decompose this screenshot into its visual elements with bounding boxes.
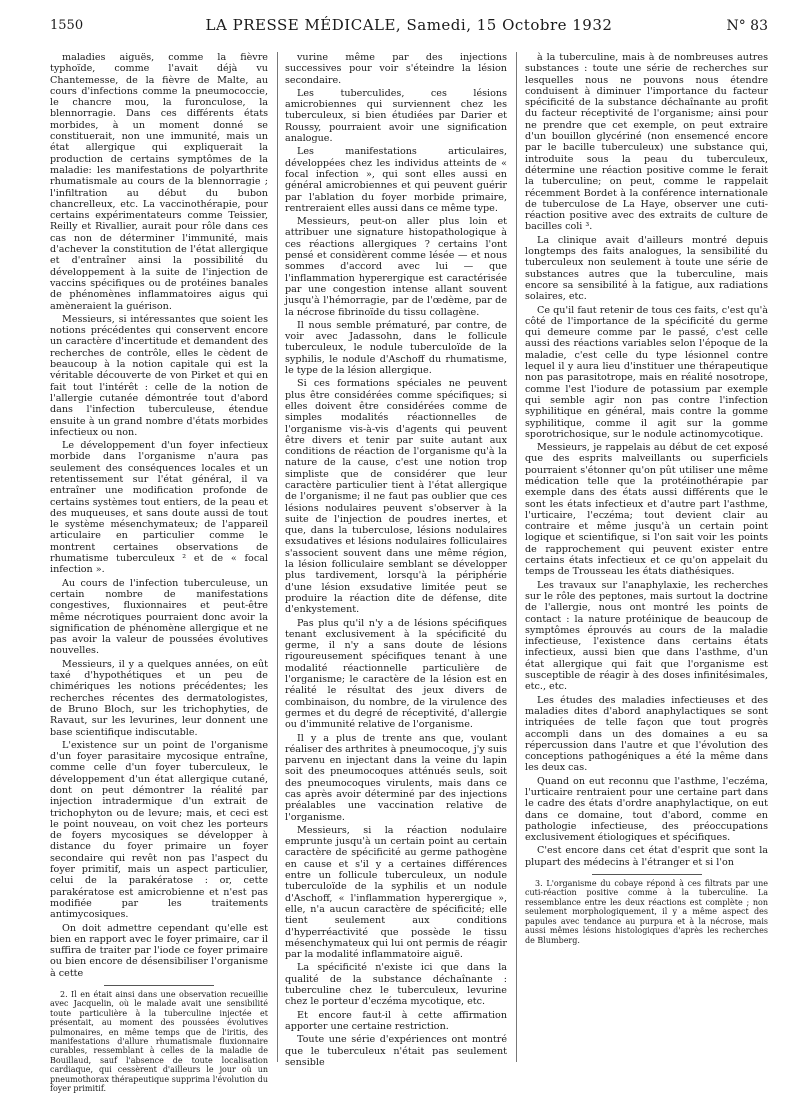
paragraph: Messieurs, peut-on aller plus loin et attribuer une signature histopathologique à ces réactions allergiques ? certains l'ont pensé et considèrent comme lésée — et nous sommes d'accord avec lui — que l'inflammation hyperergique est caractérisée par une congestion intense allant souvent jusqu'à l'hémorragie, par de l'œdème, par de la nécrose fibrinoïde du tissu collagène. [285, 216, 507, 318]
paragraph: vurine même par des injections successives pour voir s'éteindre la lésion secondaire. [285, 52, 507, 86]
paragraph: Messieurs, il y a quelques années, on eût taxé d'hypothétiques et un peu de chimériques les notions précédentes; les recherches récentes des dermatologistes, de Bruno Bloch, sur les trichophyties, de Ravaut, sur les levurines, leur donnent une base scientifique indiscutable. [50, 658, 268, 738]
paragraph: Les manifestations articulaires, développées chez les individus atteints de « focal infection », qui sont elles aussi en général amicrobiennes et qui peuvent guérir par l'ablation du foyer morbide primaire, rentreraient elles aussi dans ce même type. [285, 146, 507, 214]
paragraph: Toute une série d'expériences ont montré que le tuberculeux n'était pas seulement sensible [285, 1034, 507, 1068]
column-1 [50, 52, 268, 1094]
column-3 [525, 52, 768, 945]
paragraph: L'existence sur un point de l'organisme d'un foyer parasitaire mycosique entraîne, comme celle d'un foyer tuberculeux, le développement d'un état allergique cutané, dont on peut démontrer la réalité par injection intradermique d'un extrait de trichophyton ou de levure; mais, et ceci est le point nouveau, on voit chez les porteurs de foyers mycosiques se développer à distance du foyer primaire un foyer secondaire qui revêt non pas l'aspect du foyer primitif, mais un aspect particulier, celui de la parakératose : or, cette parakératose est amicrobienne et n'est pas modifiée par les traitements antimycosiques. [50, 739, 268, 921]
footnote [525, 879, 768, 945]
paragraph: C'est encore dans cet état d'esprit que sont la plupart des médecins à l'étranger et si l'on [525, 845, 768, 868]
paragraph: maladies aiguës, comme la fièvre typhoïde, comme l'avait déjà vu Chantemesse, de la fièvre de Malte, au cours d'infections comme la pneumococcie, le chancre mou, la furonculose, la blennorragie. Dans ces différents états morbides, à un moment donné se constituerait, non une immunité, mais un état allergique qui expliquerait la production de certains symptômes de la maladie: les manifestations de polyarthrite rhumatismale au cours de la blennorragie ; l'infiltration au début du bubon chancrelleux, etc. La vaccinothérapie, pour certains expérimentateurs comme Teissier, Reilly et Rivallier, aurait pour rôle dans ces cas non de déterminer l'immunité, mais d'achever la constitution de l'état allergique et d'entraîner ainsi la possibilité du développement à la suite de l'injection de vaccins spécifiques ou de protéines banales de phénomènes inflammatoires aigus qui amèneraient la guérison. [50, 52, 268, 312]
paragraph: Il nous semble prématuré, par contre, de voir avec Jadassohn, dans le follicule tuberculeux, le nodule tuberculoïde de la syphilis, le nodule d'Aschoff du rhumatisme, le type de la lésion allergique. [285, 319, 507, 377]
footnote [50, 990, 268, 1093]
paragraph: Si ces formations spéciales ne peuvent plus être considérées comme spécifiques; si elles doivent être considérées comme de simples modalités réactionnelles de l'organisme vis-à-vis d'agents qui peuvent être divers et tenir par suite autant aux conditions de réaction de l'organisme qu'à la nature de la cause, c'est une notion trop simpliste que de considérer que leur caractère particulier tient à l'état allergique de l'organisme; il ne faut pas oublier que ces lésions nodulaires peuvent s'observer à la suite de l'injection de poudres inertes, et que, dans la tuberculose, lésions nodulaires exsudatives et lésions nodulaires folliculaires s'associent souvent dans une même région, la lésion folliculaire semblant se développer plus tardivement, lorsqu'à la périphérie d'une lésion exsudative limitée peut se produire la réaction dite de défense, dite d'enkystement. [285, 378, 507, 616]
paragraph: Le développement d'un foyer infectieux morbide dans l'organisme n'aura pas seulement des conséquences locales et un retentissement sur l'état général, il va entraîner une modification profonde de certains systèmes tout entiers, de la peau et des muqueuses, et sans doute aussi de tout le système mésenchymateux; de l'appareil articulaire en particulier comme le montrent certaines observations de rhumatisme tuberculeux ² et de « focal infection ». [50, 440, 268, 576]
journal-title: LA PRESSE MÉDICALE, [205, 16, 402, 34]
paragraph: Quand on eut reconnu que l'asthme, l'eczéma, l'urticaire rentraient pour une certaine part dans le cadre des états d'ordre anaphylactique, on eut dans ce domaine, tout d'abord, comme en pathologie infectieuse, des préoccupations exclusivement étiologiques et spécifiques. [525, 775, 768, 844]
paragraph: La spécificité n'existe ici que dans la qualité de la substance déchaînante : tuberculine chez le tuberculeux, levurine chez le porteur d'eczéma mycotique, etc. [285, 962, 507, 1008]
paragraph: Il y a plus de trente ans que, voulant réaliser des arthrites à pneumocoque, j'y suis parvenu en injectant dans la veine du lapin soit des pneumocoques atténués seuls, soit des pneumocoques virulents, mais dans ce cas après avoir déterminé par des injections préalables une vaccination relative de l'organisme. [285, 732, 507, 823]
paragraph: à la tuberculine, mais à de nombreuses autres substances : toute une série de recherches sur lesquelles nous ne pouvons nous étendre conduisent à diminuer l'importance du facteur spécificité de la substance déchaînante au profit du facteur réceptivité de l'organisme; ainsi pour ne prendre que cet exemple, on peut extraire d'un bouillon glycériné (non ensemencé encore par le bacille tuberculeux) une substance qui, introduite sous la peau du tuberculeux, détermine une réaction positive comme le ferait la tuberculine; on peut, comme le rappelait récemment Bordet à la conférence internationale de tuberculose de La Haye, observer une cuti-réaction positive avec des extraits de culture de bacilles coli ³. [525, 52, 768, 233]
paragraph: Pas plus qu'il n'y a de lésions spécifiques tenant exclusivement à la spécificité du germe, il n'y a sans doute de lésions rigoureusement spécifiques tenant à une modalité réactionnelle particulière de l'organisme; le caractère de la lésion est en réalité le résultat des jeux divers de combinaison, du nombre, de la virulence des germes et du degré de réceptivité, d'allergie ou d'immunité relative de l'organisme. [285, 617, 507, 731]
paragraph: Ce qu'il faut retenir de tous ces faits, c'est qu'à côté de l'importance de la spécificité du germe qui demeure comme par le passé, c'est celle aussi des réactions variables selon l'époque de la maladie, c'est celle du type lésionnel contre lequel il y aura lieu d'instituer une thérapeutique non pas parasitotrope, mais en réalité nosotrope, comme l'est l'iodure de potassium par exemple qui semble agir non pas contre l'infection syphilitique en général, mais contre la gomme syphilitique, comme il agit sur la gomme sporotrichosique, sur le nodule actinomycotique. [525, 304, 768, 440]
paragraph: Messieurs, si intéressantes que soient les notions précédentes qui conservent encore un caractère d'incertitude et demandent des recherches de contrôle, elles le cèdent de beaucoup à la notion capitale qui est la véritable découverte de von Pirket et qui en fait tout l'intérêt : celle de la notion de l'allergie cutanée démontrée tout d'abord dans l'infection tuberculeuse, étendue ensuite à un grand nombre d'états morbides infectieux ou non. [50, 313, 268, 438]
running-title [50, 16, 768, 34]
paragraph: On doit admettre cependant qu'elle est bien en rapport avec le foyer primaire, car il suffira de traiter par l'iode ce foyer primaire ou bien encore de désensibiliser l'organisme à cette [50, 922, 268, 979]
paragraph: Les travaux sur l'anaphylaxie, les recherches sur le rôle des peptones, mais surtout la doctrine de l'allergie, nous ont montré les points de contact : la nature protéinique de beaucoup de symptômes éprouvés au cours de la maladie infectieuse, l'existence dans certains états infectieux, aussi bien que dans l'asthme, d'un état allergique qui fait que l'organisme est susceptible de réagir à des doses infinitésimales, etc., etc. [525, 579, 768, 693]
page-number: 1550 [50, 18, 84, 33]
paragraph: Au cours de l'infection tuberculeuse, un certain nombre de manifestations congestives, fluxionnaires et peut-être même nécrotiques pourraient donc avoir la signification de phénomène allergique et ne pas avoir la valeur de poussées évolutives nouvelles. [50, 577, 268, 657]
column-2 [285, 52, 507, 1070]
footnote-text: 3. L'organisme du cobaye répond à ces filtrats par une cuti-réaction positive comme à la tuberculine. La ressemblance entre les deux réactions est complète ; non seulement morphologiquement, il y a même aspect des papules avec tendance au purpura et à la nécrose, mais aussi mêmes lésions histologiques d'après les recherches de Blumberg. [525, 879, 768, 945]
column-divider-2 [516, 52, 517, 1062]
issue-number: N° 83 [726, 18, 768, 34]
column-divider-1 [277, 52, 278, 1062]
paragraph: Messieurs, je rappelais au début de cet exposé que des esprits malveillants ou superficiels pourraient s'étonner qu'on pût utiliser une même médication telle que la protéinothérapie par exemple dans des états aussi différents que le sont les états infectieux et d'autre part l'asthme, l'urticaire, l'eczéma; tout devient clair au contraire et même jusqu'à un certain point logique et scientifique, si l'on sait voir les points de rapprochement qui peuvent exister entre certains états infectieux et ce qu'on appelait du temps de Trousseau les états diathésiques. [525, 442, 768, 578]
footnote-text: 2. Il en était ainsi dans une observation recueillie avec Jacquelin, où le malade avait une sensibilité toute particulière à la tuberculine injectée et présentait, au moment des poussées évolutives pulmonaires, en même temps que de l'iritis, des manifestations d'allure rhumatismale fluxionnaire curables, ressemblant à celles de la maladie de Bouillaud, sauf l'absence de toute localisation cardiaque, qui cessèrent d'ailleurs le jour où un pneumothorax thérapeutique supprima l'évolution du foyer primitif. [50, 990, 268, 1094]
footnote-rule [592, 874, 702, 875]
paragraph: La clinique avait d'ailleurs montré depuis longtemps des faits analogues, la sensibilité du tuberculeux non seulement à toute une série de substances autres que la tuberculine, mais encore sa sensibilité à la fatigue, aux radiations solaires, etc. [525, 234, 768, 303]
footnote-rule [104, 985, 214, 986]
issue-date: Samedi, 15 Octobre 1932 [406, 16, 613, 34]
paragraph: Les tuberculides, ces lésions amicrobiennes qui surviennent chez les tuberculeux, si bien étudiées par Darier et Roussy, pourraient avoir une signification analogue. [285, 87, 507, 145]
paragraph: Les études des maladies infectieuses et des maladies dites d'abord anaphylactiques se sont intriquées de telle façon que tout progrès accompli dans un des domaines a eu sa répercussion dans l'autre et que l'évolution des conceptions pathogéniques a été la même dans les deux cas. [525, 694, 768, 774]
paragraph: Et encore faut-il à cette affirmation apporter une certaine restriction. [285, 1009, 507, 1032]
paragraph: Messieurs, si la réaction nodulaire emprunte jusqu'à un certain point au certain caractère de spécificité au germe pathogène en cause et s'il y a certaines différences entre un follicule tuberculeux, un nodule tuberculoïde de la syphilis et un nodule d'Aschoff, « l'inflammation hyperergique », elle, n'a aucun caractère de spécificité; elle tient seulement aux conditions d'hyperréactivité que possède le tissu mésenchymateux qui lui ont permis de réagir par la modalité inflammatoire aiguë. [285, 824, 507, 961]
page-header [50, 16, 768, 38]
